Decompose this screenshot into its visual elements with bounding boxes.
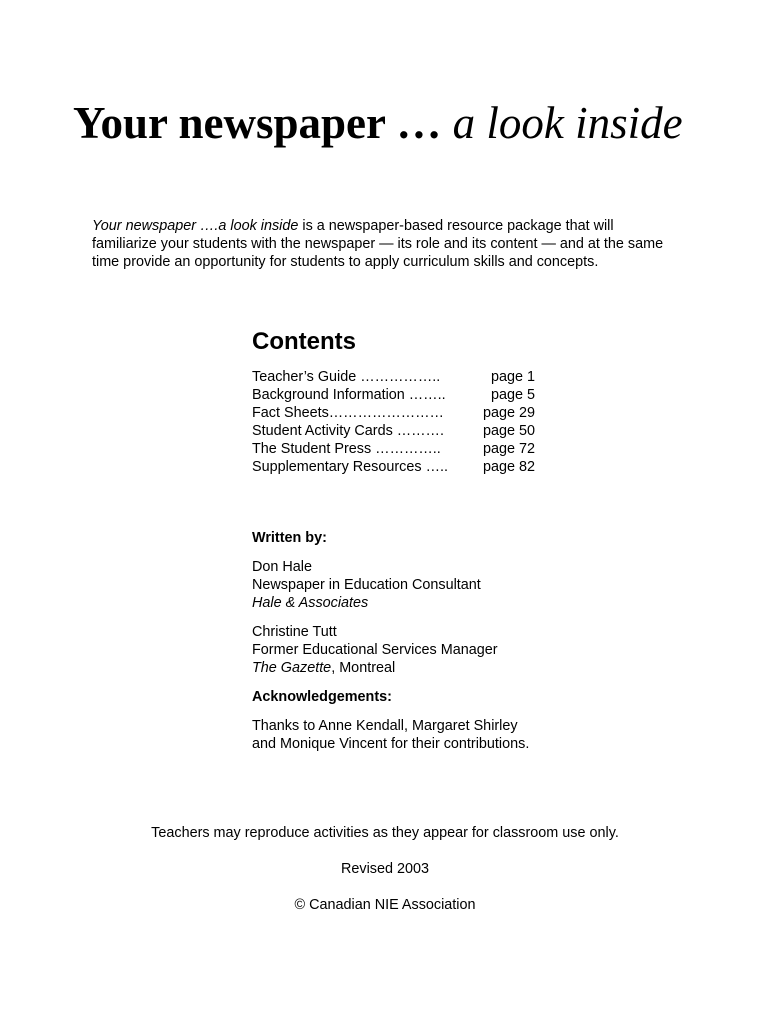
author-org [252,659,529,677]
intro-line-text: time provide an opportunity for students to apply curriculum skills and concepts. [92,254,599,270]
intro-line-text: familiarize your students with the newspaper — its role and its content — and at the same [92,236,664,252]
author-name: Don Hale [252,559,312,575]
intro-line [92,217,712,235]
intro-line [92,253,712,271]
author-role: Newspaper in Education Consultant [252,577,481,593]
author-role: Former Educational Services Manager [252,642,498,658]
reproduction-note: Teachers may reproduce activities as they appear for classroom use only. [151,825,619,841]
toc-row [252,422,572,440]
acknowledgements-text [252,717,529,753]
toc-page-number: page 29 [482,405,535,421]
toc-row [252,386,572,404]
toc-row [252,404,572,422]
toc-label: The Student Press ………….. [252,441,441,457]
author-org-italic: Hale & Associates [252,595,369,611]
intro-line-italic: Your newspaper ….a look inside [92,218,299,234]
toc-page-number: page 72 [482,441,535,457]
contents-heading: Contents [252,328,356,355]
copyright-note: © Canadian NIE Association [294,897,476,913]
author-name: Christine Tutt [252,624,337,640]
acknowledgements-line: and Monique Vincent for their contributions. [252,736,530,752]
toc-label: Teacher’s Guide …………….. [252,369,441,385]
revision-note: Revised 2003 [340,861,429,877]
author-org [252,594,529,612]
intro-paragraph [92,217,712,271]
document-title [73,96,683,150]
toc-page-number: page 82 [482,459,535,475]
acknowledgements-heading: Acknowledgements: [252,689,392,705]
toc-row [252,368,572,386]
toc-label: Background Information …….. [252,387,446,403]
author-block [252,558,529,612]
title-bold-part: Your newspaper … [73,98,442,148]
intro-line [92,235,712,253]
table-of-contents [252,368,572,476]
toc-label: Student Activity Cards ………. [252,423,444,439]
toc-page-number: page 50 [482,423,535,439]
toc-page-number: page 5 [490,387,535,403]
toc-page-number: page 1 [490,369,535,385]
toc-row [252,440,572,458]
author-org-rest: , Montreal [331,660,396,676]
toc-row [252,458,572,476]
toc-label: Fact Sheets…………………… [252,405,444,421]
intro-line-text: is a newspaper-based resource package that will [298,218,614,234]
acknowledgements-line: Thanks to Anne Kendall, Margaret Shirley [252,718,518,734]
written-by-heading: Written by: [252,530,327,546]
author-org-italic: The Gazette [252,660,332,676]
toc-label: Supplementary Resources ….. [252,459,448,475]
credits-section [252,529,529,753]
author-block [252,623,529,677]
title-italic-part: a look inside [452,98,683,148]
